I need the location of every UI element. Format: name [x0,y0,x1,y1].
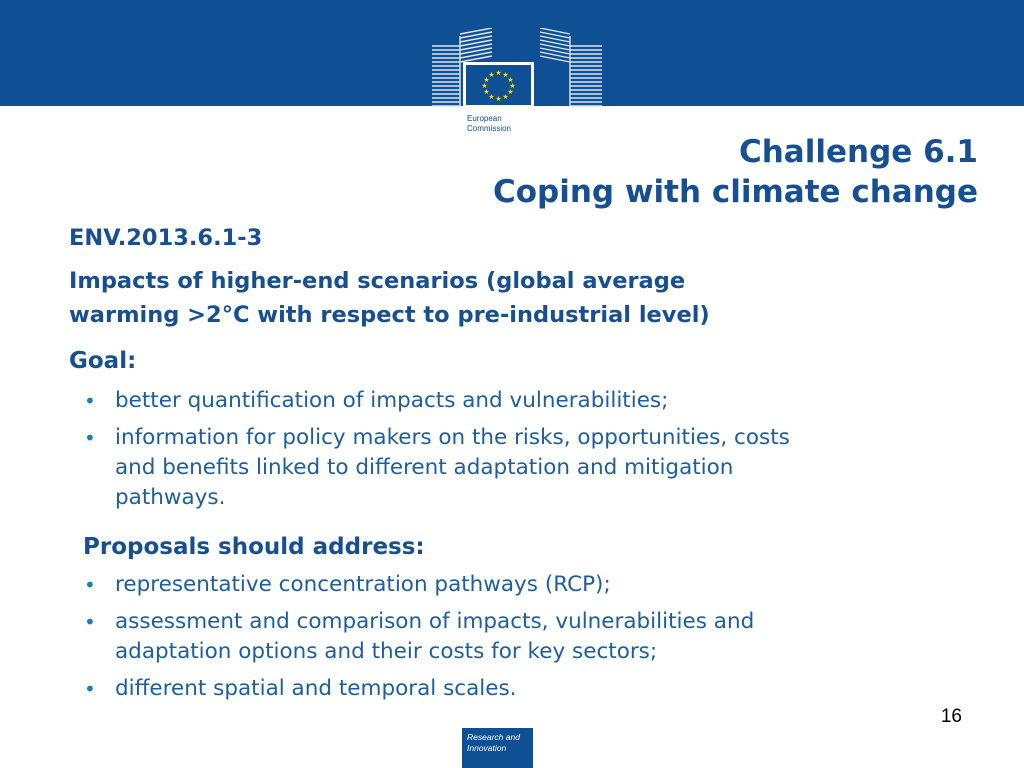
research-innovation-logo [462,728,533,768]
svg-text:★: ★ [483,76,490,84]
list-item [84,607,754,667]
logo-line-2: Commission [467,124,512,133]
svg-text:★: ★ [495,95,502,103]
list-item-text: • representative concentration pathways (RCP); [115,572,611,597]
svg-text:★: ★ [495,69,502,77]
list-item-text: • better quantification of impacts and vulnerabilities; [115,388,669,413]
slide-title [493,132,978,212]
proposals-list [84,570,754,711]
topic-code: ENV.2013.6.1-3 [69,225,263,251]
svg-text:★: ★ [488,71,495,79]
goal-list [84,386,790,520]
list-item-text: pathways. [115,485,226,510]
logo-line-1: European [467,114,502,123]
proposals-heading: Proposals should address: [83,534,425,560]
list-item [84,386,790,416]
svg-text:★: ★ [483,88,490,96]
svg-text:★: ★ [502,93,509,101]
svg-text:★: ★ [502,71,509,79]
page-number: 16 [940,706,962,727]
svg-text:★: ★ [507,88,514,96]
svg-text:★: ★ [481,82,488,90]
title-line-2: Coping with climate change [493,174,978,210]
list-item-text: • different spatial and temporal scales. [115,676,517,701]
list-item [84,674,754,704]
list-item [84,423,790,513]
svg-text:★: ★ [509,82,516,90]
list-item [84,570,754,600]
footer-line-1: Research and [467,732,520,742]
topic-title-line-2: warming >2°C with respect to pre-industrial level) [69,302,710,328]
list-item-text: adaptation options and their costs for key sectors; [115,639,658,664]
topic-title-line-1: Impacts of higher-end scenarios (global average [69,268,686,294]
list-item-text: • information for policy makers on the risks, opportunities, costs [115,425,790,450]
list-item-text: and benefits linked to different adaptation and mitigation [115,455,734,480]
footer-line-2: Innovation [467,743,507,753]
svg-text:★: ★ [488,93,495,101]
title-line-1: Challenge 6.1 [738,134,978,170]
list-item-text: • assessment and comparison of impacts, vulnerabilities and [115,609,755,634]
svg-text:★: ★ [507,76,514,84]
topic-title [69,264,710,332]
goal-heading: Goal: [69,348,137,374]
